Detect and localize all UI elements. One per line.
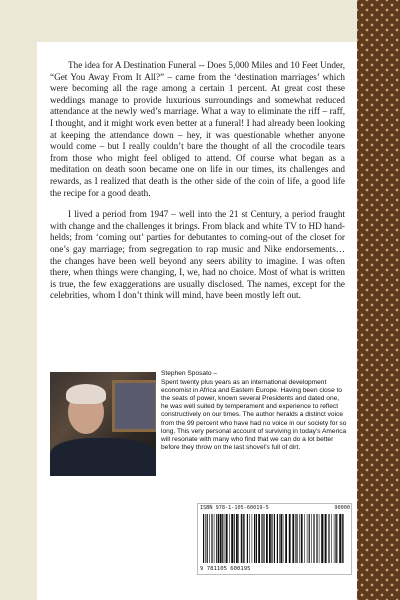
blurb-text [50, 60, 345, 312]
barcode-bar [247, 514, 248, 563]
barcode-bar [266, 514, 268, 563]
barcode-bar [256, 514, 257, 563]
barcode-bar [231, 514, 233, 563]
barcode-bar [249, 514, 250, 563]
isbn-barcode [197, 503, 352, 575]
barcode-bar [299, 514, 300, 563]
barcode-bar [328, 514, 329, 563]
isbn-label [200, 505, 350, 511]
barcode-bar [226, 514, 228, 563]
author-name: Stephen Sposato – [161, 370, 218, 377]
barcode-bar [319, 514, 320, 563]
blurb-paragraph-2: I lived a period from 1947 – well into the 21 st Century, a period fraught with change and the challenges it brings. From black and white TV to HD hand-helds; from ‘coming out’ parties for debutantes to coming-out of the closet for one’s gay marriage; from segregation to rap music and Nike endorsements… the changes have been well beyond any seers ability to imagine. I was often there, when things were changing, I, we, had no choice. Most of what is written is true, the few exaggerations are usually disclosed. The names, except for the celebrities, whom I don’t think will mind, have been mostly left out. [50, 209, 345, 301]
barcode-bar [216, 514, 217, 563]
barcode-bar [205, 514, 206, 563]
barcode-bar [324, 514, 325, 563]
barcode-bar [331, 514, 332, 563]
barcode-bar [297, 514, 298, 563]
barcode-bar [316, 514, 317, 563]
author-bio [161, 370, 347, 452]
barcode-bar [241, 514, 242, 563]
barcode-bar [269, 514, 271, 563]
barcode-bar [203, 514, 204, 563]
barcode-bar [304, 514, 305, 563]
barcode-bar [307, 514, 308, 563]
barcode-bar [336, 514, 337, 563]
barcode-bar [234, 514, 235, 563]
barcode-bar [277, 514, 278, 563]
barcode-bar [243, 514, 244, 563]
barcode-bar [244, 514, 245, 563]
barcode-bar [262, 514, 263, 563]
barcode-bar [271, 514, 272, 563]
author-bio-text: Spent twenty plus years as an international development economist in Africa and Eastern Europe. Having been close to the seats of power, known several Presidents and dated one, he was well suited by temperament and experience to reflect constructively on our times. The author heralds a distinct voice from the 99 percent who have had no voice in our society for so long. This very personal account of surviving in today’s America will resonate with many who find that we can do a lot better before they throw on the last shovel’s full of dirt. [161, 379, 347, 451]
blurb-paragraph-1: The idea for A Destination Funeral -- Does 5,000 Miles and 10 Feet Under, “Get You Away From It All?” – came from the ‘destination marriages’ which were becoming all the rage among a certain 1 percent. At great cost these weddings manage to provide luxurious surroundings and somewhat reduced attendance at the newly wed’s marriage. What a way to eliminate the riff – raff, I thought, and it might work even better at a funeral! I had already been looking at keeping the attendance down – hey, it was questionable whether anyone would come – but I really couldn’t bare the thought of all the crocodile tears from those who might feel obliged to attend. Of course what began as a meditation on death soon became one on life in our times, its challenges and rewards, as I realized that death is the other side of the coin of life, a good life the recipe for a good death. [50, 60, 345, 198]
barcode-bar [220, 514, 222, 563]
barcode-bar [339, 514, 341, 563]
barcode-icon [201, 514, 348, 565]
barcode-bar [335, 514, 336, 563]
barcode-bar [209, 514, 210, 563]
barcode-bar [229, 514, 230, 563]
barcode-bar [285, 514, 287, 563]
barcode-bar [236, 514, 238, 563]
barcode-bar [218, 514, 219, 563]
barcode-bar [342, 514, 343, 563]
barcode-bar [295, 514, 296, 563]
barcode-bar [258, 514, 260, 563]
barcode-bar [261, 514, 262, 563]
barcode-bar [225, 514, 226, 563]
barcode-bar [211, 514, 212, 563]
spine-pattern [357, 0, 400, 600]
barcode-bar [289, 514, 291, 563]
barcode-bar [283, 514, 284, 563]
barcode-bar [222, 514, 223, 563]
barcode-bar [254, 514, 255, 563]
barcode-bar [325, 514, 327, 563]
barcode-bar [309, 514, 310, 563]
barcode-bar [274, 514, 275, 563]
price-code: 90000 [334, 505, 350, 511]
barcode-bar [252, 514, 253, 563]
barcode-bar [214, 514, 215, 563]
barcode-bar [238, 514, 239, 563]
isbn-number: ISBN 978-1-105-60019-5 [200, 505, 269, 511]
barcode-bar [311, 514, 312, 563]
barcode-bar [264, 514, 265, 563]
barcode-bar [280, 514, 282, 563]
barcode-bar [313, 514, 314, 563]
barcode-bar [292, 514, 294, 563]
barcode-bar [207, 514, 208, 563]
barcode-bar [334, 514, 335, 563]
barcode-bar [301, 514, 303, 563]
author-photo [50, 372, 156, 476]
barcode-digits: 9 781105 600195 [200, 566, 251, 572]
barcode-bar [343, 514, 344, 563]
barcode-bar [279, 514, 280, 563]
barcode-bar [321, 514, 323, 563]
